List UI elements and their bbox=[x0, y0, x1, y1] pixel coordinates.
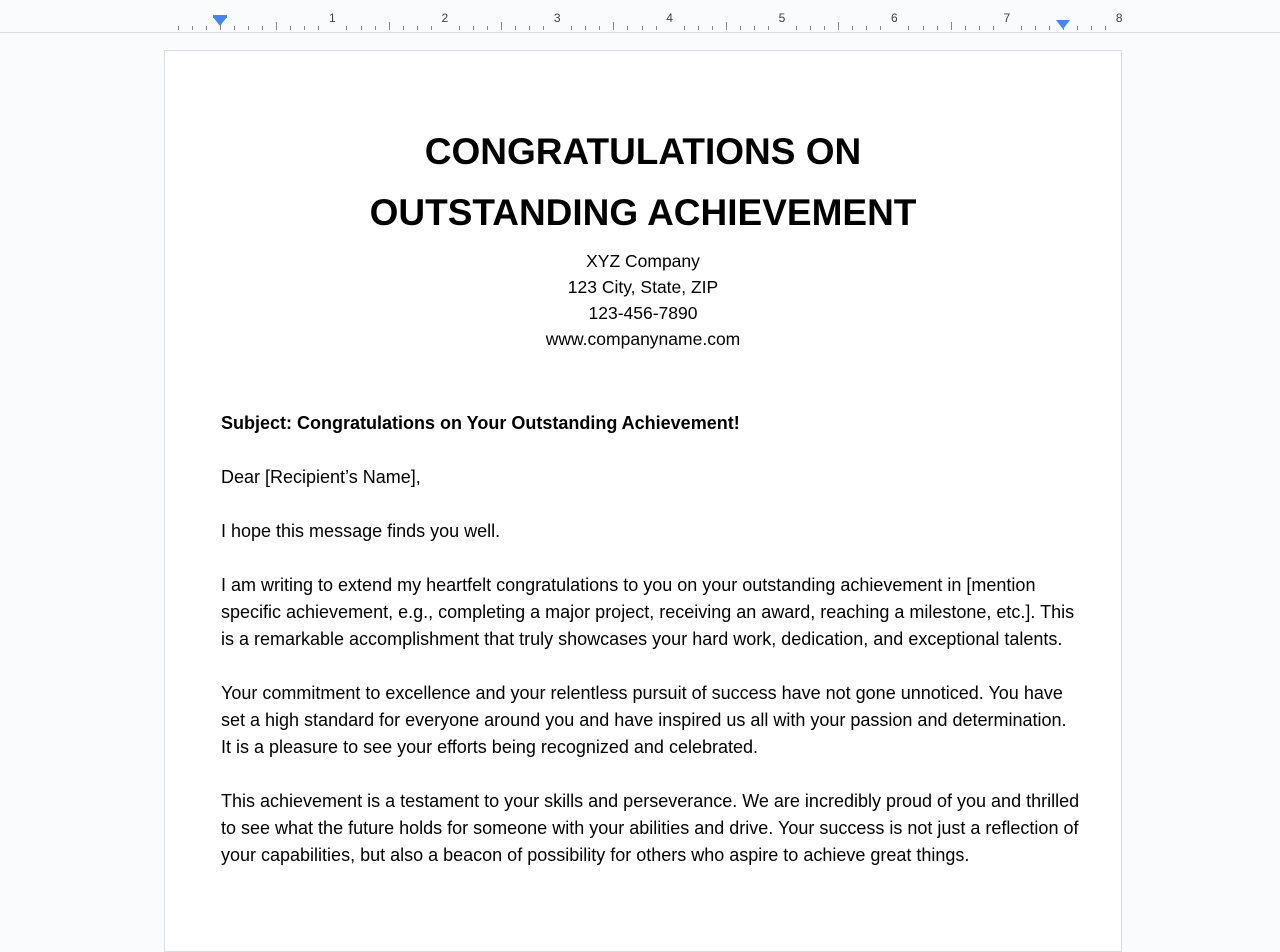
ruler-tick bbox=[923, 26, 924, 30]
ruler-tick bbox=[908, 26, 909, 30]
company-website: www.companyname.com bbox=[545, 329, 741, 349]
ruler-tick bbox=[1021, 26, 1022, 30]
subject-line: Subject: Congratulations on Your Outstanding Achievement! bbox=[221, 413, 740, 433]
ruler-number: 3 bbox=[553, 11, 561, 25]
company-city: 123 City, State, ZIP bbox=[567, 277, 719, 297]
first-line-indent-marker[interactable] bbox=[213, 15, 227, 18]
ruler-number: 8 bbox=[1115, 11, 1123, 25]
ruler-tick bbox=[866, 26, 867, 30]
ruler-number: 7 bbox=[1003, 11, 1011, 25]
company-name: XYZ Company bbox=[586, 251, 700, 271]
paragraph: Your commitment to excellence and your relentless pursuit of success have not gone unnoticed. You have set a high standard for everyone around you and have inspired us all with your passion and determination. It is a pleasure to see your efforts being recognized and celebrated. bbox=[221, 683, 1067, 757]
paragraph: I am writing to extend my heartfelt congratulations to you on your outstanding achievement in [mention specific achievement, e.g., completing a major project, receiving an award, reaching a milestone, etc.]. This is a remarkable accomplishment that truly showcases your hard work, dedication, and exceptional talents. bbox=[221, 575, 1075, 649]
ruler-tick bbox=[571, 26, 572, 30]
letter-body bbox=[221, 410, 1081, 896]
ruler-tick bbox=[698, 26, 699, 30]
ruler-tick bbox=[1077, 26, 1078, 30]
ruler-number: 2 bbox=[441, 11, 449, 25]
ruler-tick bbox=[459, 26, 460, 30]
ruler-tick bbox=[937, 26, 938, 30]
ruler-tick bbox=[206, 26, 207, 30]
ruler-tick bbox=[1105, 26, 1106, 30]
ruler-tick bbox=[220, 22, 221, 30]
ruler-tick bbox=[262, 26, 263, 30]
ruler-tick bbox=[1091, 26, 1092, 30]
ruler-number: 6 bbox=[891, 11, 898, 25]
ruler-tick bbox=[656, 26, 657, 30]
ruler-tick bbox=[473, 26, 474, 30]
ruler-tick bbox=[346, 26, 347, 30]
salutation: Dear [Recipient’s Name], bbox=[221, 467, 421, 487]
ruler-tick bbox=[796, 26, 797, 30]
ruler-tick bbox=[417, 26, 418, 30]
ruler-tick bbox=[993, 26, 994, 30]
ruler-tick bbox=[1049, 26, 1050, 30]
ruler-tick bbox=[810, 26, 811, 30]
ruler-tick bbox=[613, 22, 614, 30]
ruler-tick bbox=[192, 26, 193, 30]
ruler-tick bbox=[1063, 22, 1064, 30]
ruler-tick bbox=[627, 26, 628, 30]
document-title bbox=[165, 121, 1121, 243]
ruler-tick bbox=[965, 26, 966, 30]
ruler-tick bbox=[178, 26, 179, 30]
ruler-tick bbox=[375, 26, 376, 30]
ruler-tick bbox=[431, 26, 432, 30]
ruler-tick bbox=[951, 22, 952, 30]
ruler-tick bbox=[529, 26, 530, 30]
title-line: CONGRATULATIONS ON bbox=[424, 131, 862, 172]
ruler-tick bbox=[304, 26, 305, 30]
ruler-number: 5 bbox=[778, 11, 786, 25]
ruler-tick bbox=[276, 22, 277, 30]
company-phone: 123-456-7890 bbox=[588, 303, 698, 323]
ruler-tick bbox=[599, 26, 600, 30]
ruler-tick bbox=[318, 26, 319, 30]
ruler-tick bbox=[768, 26, 769, 30]
ruler-number: 4 bbox=[666, 11, 673, 25]
ruler-number: 1 bbox=[329, 11, 336, 25]
paragraph: This achievement is a testament to your skills and perseverance. We are incredibly proud of you and thrilled to see what the future holds for someone with your abilities and drive. Your success is not just a reflection of your capabilities, but also a beacon of possibility for others who aspire to achieve great things. bbox=[221, 791, 1080, 865]
horizontal-ruler[interactable] bbox=[0, 0, 1280, 33]
ruler-tick bbox=[487, 26, 488, 30]
title-line: OUTSTANDING ACHIEVEMENT bbox=[369, 192, 917, 233]
ruler-tick bbox=[290, 26, 291, 30]
document-page[interactable] bbox=[164, 50, 1122, 952]
ruler-tick bbox=[684, 26, 685, 30]
ruler-tick bbox=[726, 22, 727, 30]
ruler-tick bbox=[248, 26, 249, 30]
ruler-tick bbox=[515, 26, 516, 30]
ruler-tick bbox=[585, 26, 586, 30]
ruler-tick bbox=[838, 22, 839, 30]
ruler-tick bbox=[979, 26, 980, 30]
ruler-tick bbox=[1035, 26, 1036, 30]
paragraph: I hope this message finds you well. bbox=[221, 521, 501, 541]
ruler-tick bbox=[642, 26, 643, 30]
ruler-tick bbox=[361, 26, 362, 30]
ruler-tick bbox=[740, 26, 741, 30]
ruler-tick bbox=[543, 26, 544, 30]
ruler-tick bbox=[824, 26, 825, 30]
ruler-tick bbox=[234, 26, 235, 30]
ruler-tick bbox=[852, 26, 853, 30]
ruler-tick bbox=[712, 26, 713, 30]
ruler-tick bbox=[389, 22, 390, 30]
ruler-tick bbox=[880, 26, 881, 30]
ruler-tick bbox=[754, 26, 755, 30]
ruler-tick bbox=[501, 22, 502, 30]
company-address bbox=[165, 248, 1121, 352]
ruler-tick bbox=[403, 26, 404, 30]
